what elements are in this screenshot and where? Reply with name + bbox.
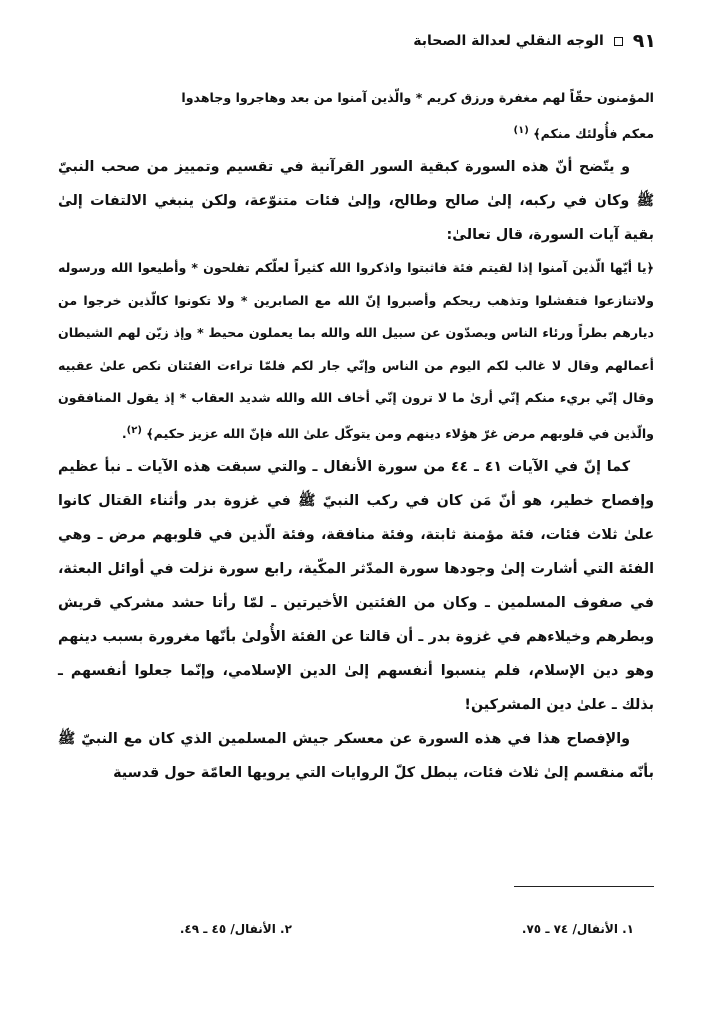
footnote-ref-2: (٢) xyxy=(126,424,142,436)
quoted-verse: ﴿يا أيّها الّذين آمنوا إذا لقيتم فئة فاثبتوا واذكروا الله كثيراً لعلّكم تفلحون * وأطيعوا الله ورسوله ولاتنازعوا فتفشلوا وتذهب ريحكم وأصبروا إنّ الله مع الصابرين * ولا تكونوا كالّذين خرجوا من ديارهم بطراً ورئاء الناس ويصدّون عن سبيل الله والله بما يعملون محيط * وإذ زيّن لهم الشيطان أعمالهم وقال لا غالب لكم اليوم من الناس وإنّي جار لكم فلمّا تراءت الفئتان نكص علىٰ عقبيه وقال إنّي بريء منكم إنّي أرىٰ ما لا ترون إنّي أخاف الله والله شديد العقاب * إذ يقول المنافقون والّذين في قلوبهم مرض غرّ هؤلاء دينهم ومن يتوكّل علىٰ الله فإنّ الله عزيز حكيم﴾ $^{(٢)}$. xyxy=(58,260,654,441)
running-header xyxy=(60,28,656,54)
quote-line-1: المؤمنون حقّاً لهم مغفرة ورزق كريم * والّذين آمنوا من بعد وهاجروا وجاهدوا xyxy=(181,90,654,105)
separator-square-icon xyxy=(614,37,623,46)
page-number: ٩١ xyxy=(632,30,656,52)
running-title: الوجه النقلي لعدالة الصحابة xyxy=(413,33,604,49)
footnote-divider xyxy=(514,886,654,887)
footnotes xyxy=(62,922,634,936)
quote-line-2 xyxy=(58,115,654,151)
page-body xyxy=(58,82,654,790)
footnote-ref-1: (١) xyxy=(513,124,529,136)
quote-line-2-text: معكم فأُولئك منكم﴾ xyxy=(533,125,654,141)
quoted-verse-text: ﴿يا أيّها الّذين آمنوا إذا لقيتم فئة فاثبتوا واذكروا الله كثيراً لعلّكم تفلحون * وأطيعوا الله ورسوله ولاتنازعوا فتفشلوا وتذهب ريحكم وأصبروا إنّ الله مع الصابرين * ولا تكونوا كالّذين خرجوا من ديارهم بطراً ورئاء الناس ويصدّون عن سبيل الله والله بما يعملون محيط * وإذ زيّن لهم الشيطان أعمالهم وقال لا غالب لكم اليوم من الناس وإنّي جار لكم فلمّا تراءت الفئتان نكص علىٰ عقبيه وقال إنّي بريء منكم إنّي أرىٰ ما لا ترون إنّي أخاف الله والله شديد العقاب * إذ يقول المنافقون والّذين في قلوبهم مرض غرّ هؤلاء دينهم ومن يتوكّل علىٰ الله فإنّ الله عزيز حكيم﴾ xyxy=(58,260,654,441)
paragraph-1: و يتّضح أنّ هذه السورة كبقية السور القرآنية في تقسيم وتمييز من صحب النبيّ ﷺ وكان في ركبه، إلىٰ صالح وطالح، وإلىٰ فئات متنوّعة، ولكن ينبغي الالتفات إلىٰ بقية آيات السورة، قال تعالىٰ: xyxy=(58,159,654,244)
paragraph-2: كما إنّ في الآيات ٤١ ـ ٤٤ من سورة الأنفال ـ والتي سبقت هذه الآيات ـ نبأ عظيم وإفصاح خطير، هو أنّ مَن كان في ركب النبيّ ﷺ في غزوة بدر وأثناء القتال كانوا علىٰ ثلاث فئات، فئة مؤمنة ثابتة، وفئة منافقة، وفئة الّذين في قلوبهم مرض ـ وهي الفئة التي أشارت إلىٰ وجودها سورة المدّثر المكّية، رابع سورة نزلت في أوائل البعثة، في صفوف المسلمين ـ وكان من الفئتين الأخيرتين ـ لمّا رأتا حشد مشركي قريش وبطرهم وخيلاءهم في غزوة بدر ـ أن قالتا عن الفئة الأُولىٰ بأنّها مغرورة بسبب دينهم وهو دين الإسلام، فلم ينسبوا أنفسهم إلىٰ الدين الإسلامي، وإنّما جعلوا أنفسهم ـ بذلك ـ علىٰ دين المشركين! xyxy=(58,459,654,714)
footnote-1: ١. الأنفال/ ٧٤ ـ ٧٥. xyxy=(521,922,634,936)
paragraph-3: والإفصاح هذا في هذه السورة عن معسكر جيش المسلمين الذي كان مع النبيّ ﷺ بأنّه منقسم إلىٰ ثلاث فئات، يبطل كلّ الروايات التي يرويها العامّة حول قدسية xyxy=(58,731,654,782)
footnote-2: ٢. الأنفال/ ٤٥ ـ ٤٩. xyxy=(179,922,292,936)
